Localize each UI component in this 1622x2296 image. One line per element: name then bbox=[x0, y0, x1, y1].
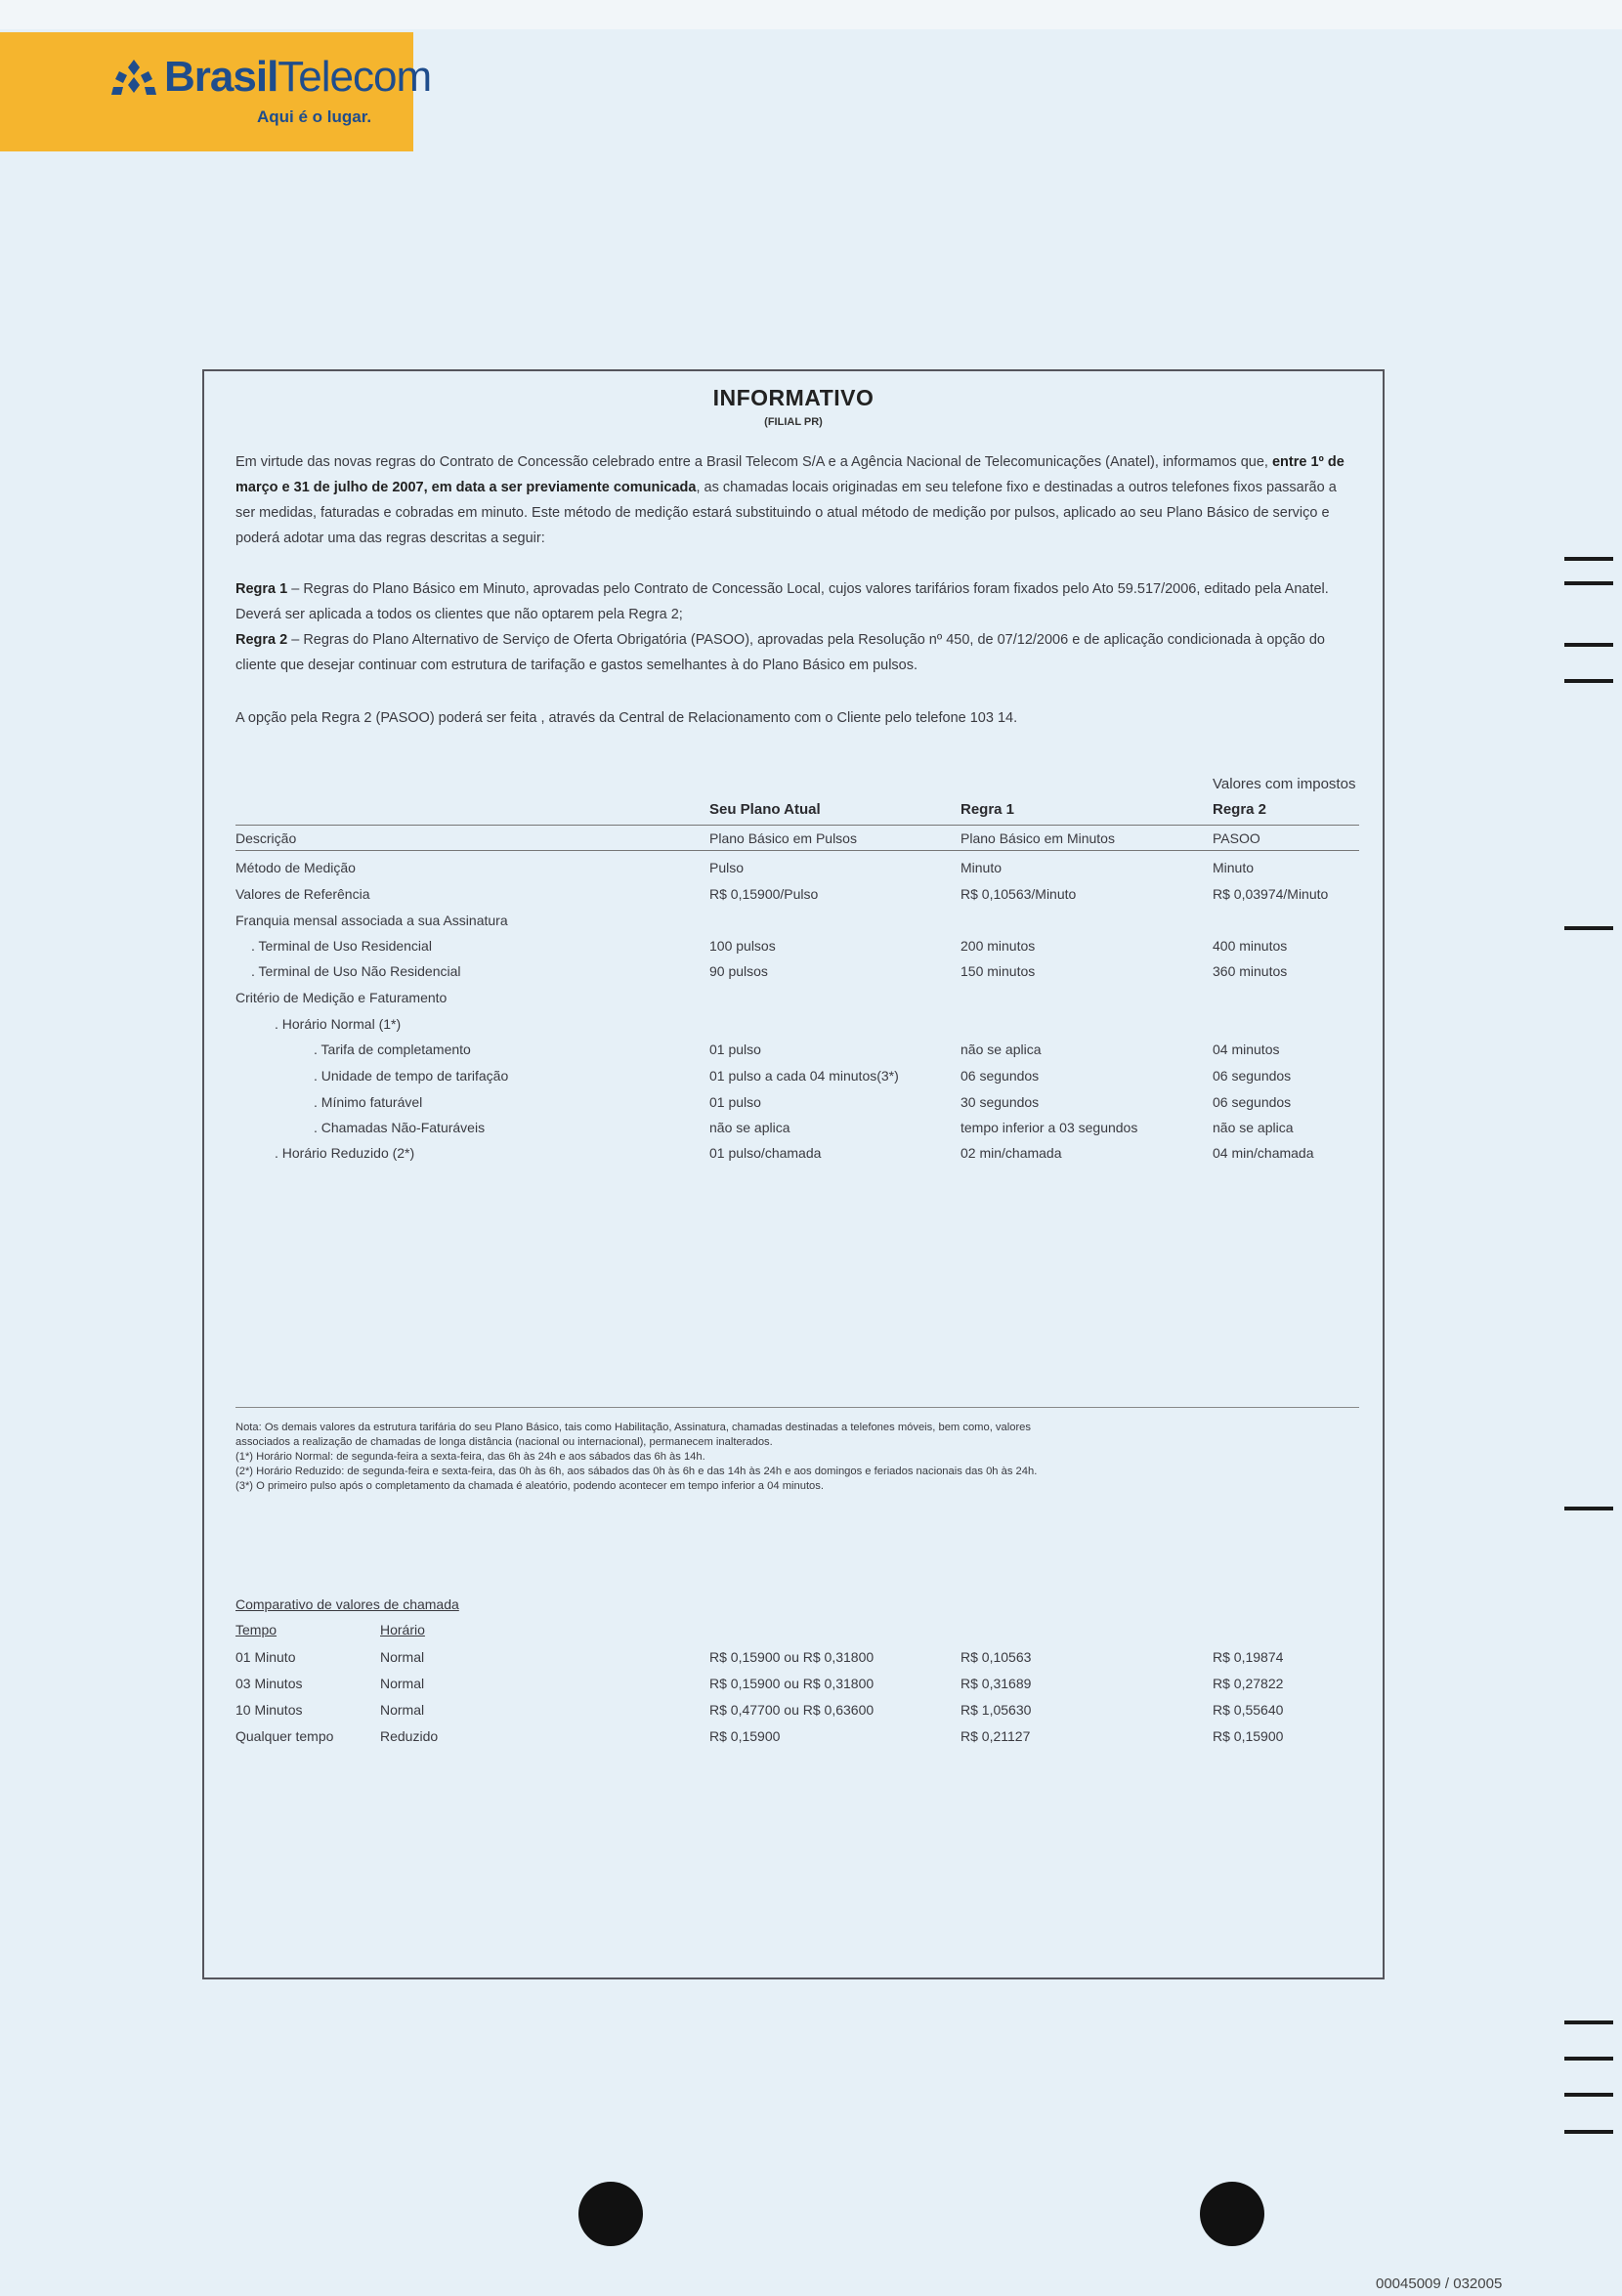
punch-hole bbox=[1200, 2182, 1264, 2246]
rules-paragraph: Regra 1 – Regras do Plano Básico em Minuto, aprovadas pelo Contrato de Concessão Local, cujos valores tarifários foram fixados pelo Ato 59.517/2006, editado pela Anatel. Deverá ser aplicada a todos os clientes que não optarem pela Regra 2; Regra 2 – Regras do Plano Alternativo de Serviço de Oferta Obrigatória (PASOO), aprovadas pela Resolução nº 450, de 07/12/2006 e de aplicação condicionada à opção do cliente que desejar continuar com estrutura de tarifação e gastos semelhantes à do Plano Básico em pulsos. bbox=[235, 581, 1329, 673]
page-title: INFORMATIVO bbox=[712, 385, 875, 410]
table-cell-regra2: 360 minutos bbox=[1213, 963, 1288, 979]
table-cell-plano-atual: 01 pulso bbox=[709, 1094, 761, 1110]
scan-mark bbox=[1564, 679, 1613, 683]
comparison-cell-regra2: R$ 0,27822 bbox=[1213, 1676, 1284, 1691]
comparison-cell-period: Reduzido bbox=[380, 1728, 439, 1744]
table-cell-regra1: 02 min/chamada bbox=[960, 1145, 1062, 1161]
comparison-cell-period: Normal bbox=[380, 1649, 425, 1665]
comparison-cell-regra2: R$ 0,19874 bbox=[1213, 1649, 1284, 1665]
comparison-cell-period: Normal bbox=[380, 1702, 425, 1718]
table-cell-regra1: tempo inferior a 03 segundos bbox=[960, 1120, 1138, 1135]
scan-mark bbox=[1564, 2130, 1613, 2134]
page-subtitle: (FILIAL PR) bbox=[764, 416, 823, 428]
scan-mark bbox=[1564, 2093, 1613, 2097]
table-cell-regra2: 06 segundos bbox=[1213, 1094, 1292, 1110]
comparison-cell-regra1: R$ 0,31689 bbox=[960, 1676, 1032, 1691]
table-row-description: Critério de Medição e Faturamento bbox=[235, 990, 448, 1005]
table-cell-regra1: Minuto bbox=[960, 860, 1003, 875]
tax-note: Valores com impostos bbox=[1213, 776, 1356, 792]
brand-logo bbox=[0, 32, 432, 151]
table-cell-regra1: 150 minutos bbox=[960, 963, 1036, 979]
scan-mark bbox=[1564, 557, 1613, 561]
table-row-description: . Horário Normal (1*) bbox=[275, 1016, 402, 1032]
brand-name: BrasilTelecom bbox=[164, 53, 432, 101]
comparison-cell-regra1: R$ 1,05630 bbox=[960, 1702, 1032, 1718]
scan-mark bbox=[1564, 926, 1613, 930]
comparison-col-period: Horário bbox=[380, 1622, 425, 1637]
table-cell-regra2: não se aplica bbox=[1213, 1120, 1294, 1135]
comparison-col-time: Tempo bbox=[235, 1622, 277, 1637]
brasiltelecom-logo-icon bbox=[109, 58, 158, 101]
comparison-cell-plano-atual: R$ 0,15900 ou R$ 0,31800 bbox=[709, 1649, 875, 1665]
table-cell-plano-atual: 90 pulsos bbox=[709, 963, 768, 979]
col1-subheader: Plano Básico em Pulsos bbox=[709, 830, 857, 846]
comparison-cell-period: Normal bbox=[380, 1676, 425, 1691]
table-cell-regra2: Minuto bbox=[1213, 860, 1255, 875]
scan-mark bbox=[1564, 643, 1613, 647]
note-3: (1*) Horário Normal: de segunda-feira a sexta-feira, das 6h às 24h e aos sábados das 6h às 14h. bbox=[235, 1451, 705, 1463]
document-number: 00045009 / 032005 bbox=[1376, 2275, 1503, 2292]
top-band bbox=[0, 0, 1622, 29]
comparison-cell-time: 01 Minuto bbox=[235, 1649, 296, 1665]
punch-hole bbox=[578, 2182, 643, 2246]
comparison-cell-time: 03 Minutos bbox=[235, 1676, 303, 1691]
table-row-description: . Tarifa de completamento bbox=[314, 1042, 471, 1057]
table-cell-plano-atual: não se aplica bbox=[709, 1120, 790, 1135]
table-cell-regra1: não se aplica bbox=[960, 1042, 1042, 1057]
table-cell-regra2: 06 segundos bbox=[1213, 1068, 1292, 1084]
note-1: Nota: Os demais valores da estrutura tarifária do seu Plano Básico, tais como Habilitação, Assinatura, chamadas destinadas a telefones móveis, bem como, valores bbox=[235, 1422, 1031, 1433]
header-rule bbox=[235, 825, 1359, 826]
scan-mark bbox=[1564, 2020, 1613, 2024]
table-row-description: Valores de Referência bbox=[235, 886, 370, 902]
comparison-cell-regra1: R$ 0,10563 bbox=[960, 1649, 1032, 1665]
table-cell-regra2: 400 minutos bbox=[1213, 938, 1288, 954]
option-paragraph: A opção pela Regra 2 (PASOO) poderá ser feita , através da Central de Relacionamento com o Cliente pelo telefone 103 14. bbox=[235, 710, 1018, 726]
scan-mark bbox=[1564, 1507, 1613, 1510]
comparison-cell-plano-atual: R$ 0,15900 bbox=[709, 1728, 781, 1744]
table-row-description: . Unidade de tempo de tarifação bbox=[314, 1068, 509, 1084]
informativo-box bbox=[202, 369, 1385, 1979]
note-2: associados a realização de chamadas de longa distância (nacional ou internacional), permanecem inalterados. bbox=[235, 1436, 773, 1448]
col-desc-header: Descrição bbox=[235, 830, 297, 846]
comparison-cell-regra1: R$ 0,21127 bbox=[960, 1728, 1031, 1744]
table-cell-regra2: R$ 0,03974/Minuto bbox=[1213, 886, 1329, 902]
comparison-cell-plano-atual: R$ 0,47700 ou R$ 0,63600 bbox=[709, 1702, 875, 1718]
comparison-cell-time: 10 Minutos bbox=[235, 1702, 303, 1718]
table-row-description: . Horário Reduzido (2*) bbox=[275, 1145, 415, 1161]
table-cell-plano-atual: 01 pulso/chamada bbox=[709, 1145, 822, 1161]
col3-subheader: PASOO bbox=[1213, 830, 1260, 846]
table-cell-plano-atual: 01 pulso bbox=[709, 1042, 761, 1057]
table-row-description: . Mínimo faturável bbox=[314, 1094, 423, 1110]
table-cell-regra2: 04 min/chamada bbox=[1213, 1145, 1314, 1161]
table-row-description: . Terminal de Uso Residencial bbox=[251, 938, 432, 954]
col3-header: Regra 2 bbox=[1213, 801, 1267, 818]
brand-tagline: Aqui é o lugar. bbox=[257, 107, 372, 126]
table-cell-regra1: 30 segundos bbox=[960, 1094, 1040, 1110]
scan-mark bbox=[1564, 581, 1613, 585]
table-cell-regra1: 200 minutos bbox=[960, 938, 1036, 954]
note-5: (3*) O primeiro pulso após o completamento da chamada é aleatório, podendo acontecer em tempo inferior a 04 minutos. bbox=[235, 1480, 824, 1492]
comparison-cell-plano-atual: R$ 0,15900 ou R$ 0,31800 bbox=[709, 1676, 875, 1691]
intro-paragraph: Em virtude das novas regras do Contrato de Concessão celebrado entre a Brasil Telecom S/A e a Agência Nacional de Telecomunicações (Anatel), informamos que, entre 1º de março e 31 de julho de 2007, em data a ser previamente comunicada, as chamadas locais originadas em seu telefone fixo e destinadas a outros telefones fixos passarão a ser medidas, faturadas e cobradas em minuto. Este método de medição estará substituindo o atual método de medição por pulsos, aplicado ao seu Plano Básico de serviço e poderá adotar uma das regras descritas a seguir: bbox=[235, 454, 1345, 546]
note-4: (2*) Horário Reduzido: de segunda-feira e sexta-feira, das 0h às 6h, aos sábados das 0h às 6h e das 14h às 24h e aos domingos e feriados nacionais das 0h às 24h. bbox=[235, 1466, 1038, 1477]
table-row-description: Método de Medição bbox=[235, 860, 356, 875]
table-row-description: Franquia mensal associada a sua Assinatura bbox=[235, 913, 508, 928]
col2-header: Regra 1 bbox=[960, 801, 1015, 818]
scan-mark bbox=[1564, 2057, 1613, 2061]
col2-subheader: Plano Básico em Minutos bbox=[960, 830, 1115, 846]
table-cell-plano-atual: R$ 0,15900/Pulso bbox=[709, 886, 819, 902]
table-cell-plano-atual: Pulso bbox=[709, 860, 745, 875]
comparison-cell-regra2: R$ 0,15900 bbox=[1213, 1728, 1284, 1744]
table-cell-plano-atual: 100 pulsos bbox=[709, 938, 776, 954]
subheader-rule bbox=[235, 850, 1359, 851]
table-cell-regra1: R$ 0,10563/Minuto bbox=[960, 886, 1077, 902]
table-cell-plano-atual: 01 pulso a cada 04 minutos(3*) bbox=[709, 1068, 899, 1084]
comparison-cell-time: Qualquer tempo bbox=[235, 1728, 334, 1744]
table-row-description: . Terminal de Uso Não Residencial bbox=[251, 963, 461, 979]
table-row-description: . Chamadas Não-Faturáveis bbox=[314, 1120, 486, 1135]
comparison-cell-regra2: R$ 0,55640 bbox=[1213, 1702, 1284, 1718]
footnotes bbox=[235, 1421, 1359, 1494]
notes-rule bbox=[235, 1407, 1359, 1408]
table-cell-regra2: 04 minutos bbox=[1213, 1042, 1280, 1057]
col1-header: Seu Plano Atual bbox=[709, 801, 821, 818]
table-cell-regra1: 06 segundos bbox=[960, 1068, 1040, 1084]
comparison-title: Comparativo de valores de chamada bbox=[235, 1596, 459, 1612]
